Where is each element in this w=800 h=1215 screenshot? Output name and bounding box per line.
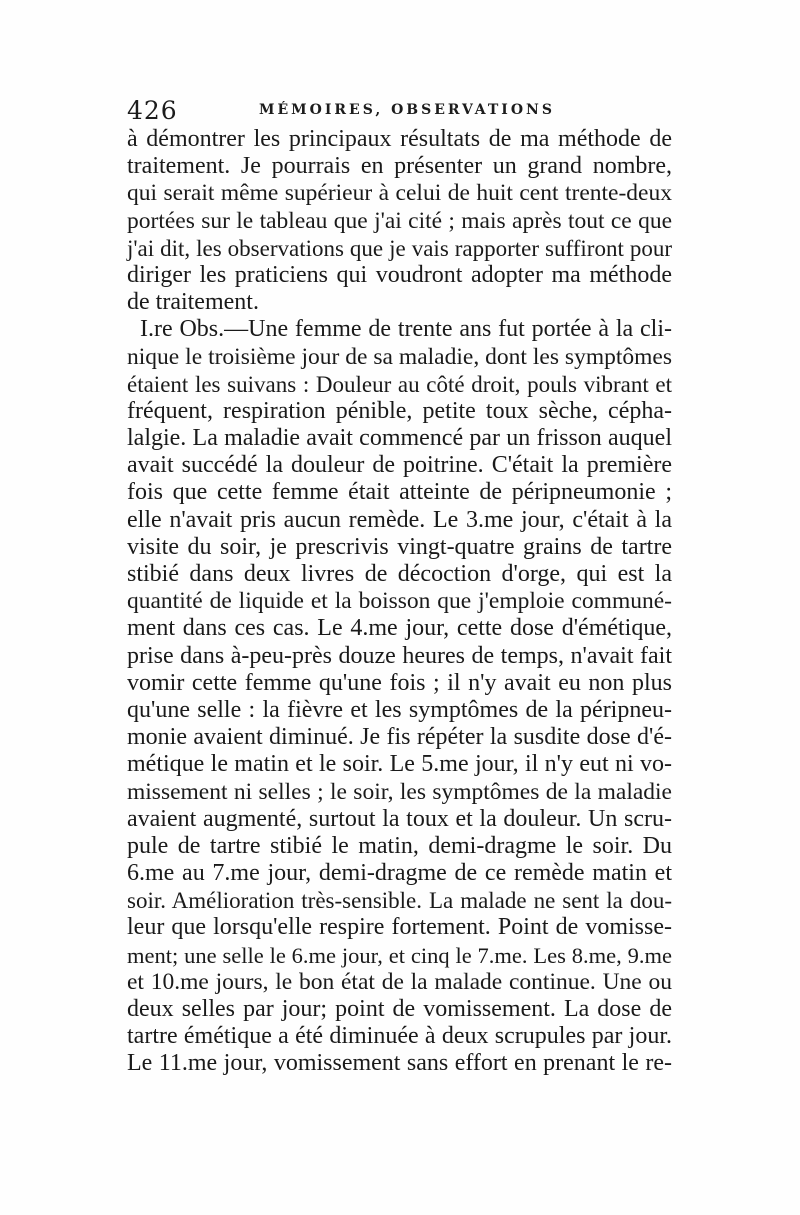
text-line: qu'une selle : la fièvre et les symptômes de la péripneu- [127,696,672,723]
text-line: ment; une selle le 6.me jour, et cinq le 7.me. Les 8.me, 9.me [127,942,672,968]
text-line: et 10.me jours, le bon état de la malade continue. Une ou [127,968,672,995]
text-line: portées sur le tableau que j'ai cité ; mais après tout ce que [127,207,672,234]
text-line: de traitement. [127,289,259,316]
body-text [127,126,672,1078]
text-line: traitement. Je pourrais en présenter un grand nombre, [127,153,672,180]
text-line: fréquent, respiration pénible, petite toux sèche, cépha- [127,397,672,424]
page-number: 426 [127,96,178,125]
text-line: elle n'avait pris aucun remède. Le 3.me jour, c'était à la [127,506,672,533]
text-line: avait succédé la douleur de poitrine. C'était la première [127,452,672,479]
text-line: métique le matin et le soir. Le 5.me jour, il n'y eut ni vo- [127,751,672,778]
text-line: vomir cette femme qu'une fois ; il n'y avait eu non plus [127,669,672,696]
text-line: avaient augmenté, surtout la toux et la douleur. Un scru- [127,805,672,832]
text-line: soir. Amélioration très-sensible. La malade ne sent la dou- [127,888,672,914]
text-line: tartre émétique a été diminuée à deux scrupules par jour. [127,1023,672,1050]
text-line: lalgie. La maladie avait commencé par un frisson auquel [127,425,672,452]
text-line: 6.me au 7.me jour, demi-dragme de ce remède matin et [127,860,672,887]
observation-heading-line: I.re Obs.—Une femme de trente ans fut portée à la cli- [140,316,672,343]
text-line: leur que lorsqu'elle respire fortement. Point de vomisse- [127,914,672,941]
text-line: à démontrer les principaux résultats de ma méthode de [127,126,672,152]
running-head: MÉMOIRES, OBSERVATIONS [259,102,555,118]
text-line: diriger les praticiens qui voudront adopter ma méthode [127,261,672,288]
text-line: qui serait même supérieur à celui de huit cent trente-deux [127,180,672,207]
text-line: deux selles par jour; point de vomissement. La dose de [127,996,672,1022]
text-line: quantité de liquide et la boisson que j'emploie communé- [127,588,672,615]
text-line: fois que cette femme était atteinte de péripneumonie ; [127,479,672,506]
text-line: ment dans ces cas. Le 4.me jour, cette dose d'émétique, [127,615,672,642]
text-line: stibié dans deux livres de décoction d'orge, qui est la [127,561,672,587]
text-line: visite du soir, je prescrivis vingt-quatre grains de tartre [127,533,672,560]
text-line: monie avaient diminué. Je fis répéter la susdite dose d'é- [127,724,672,751]
text-line: étaient les suivans : Douleur au côté droit, pouls vibrant et [127,371,672,397]
text-line: pule de tartre stibié le matin, demi-dragme le soir. Du [127,832,672,859]
text-line: Le 11.me jour, vomissement sans effort en prenant le re- [127,1050,672,1077]
text-line: prise dans à-peu-près douze heures de temps, n'avait fait [127,642,672,669]
text-line: nique le troisième jour de sa maladie, dont les symptômes [127,343,672,370]
page-header [127,96,672,124]
text-line: missement ni selles ; le soir, les symptômes de la maladie [127,778,672,805]
text-line: j'ai dit, les observations que je vais rapporter suffiront pour [127,235,672,261]
